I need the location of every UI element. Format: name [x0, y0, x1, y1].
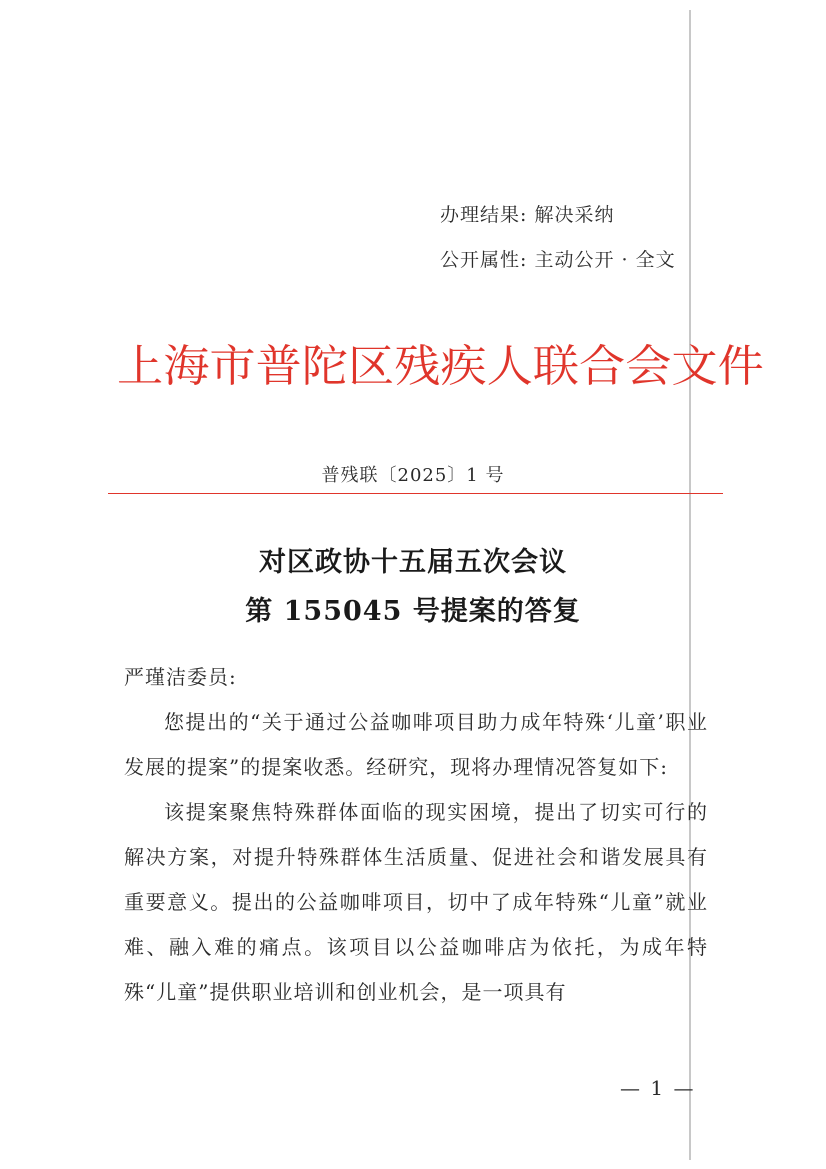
- document-title-line-2: 第 155045 号提案的答复: [245, 596, 581, 627]
- page-number: — 1 —: [620, 1076, 696, 1100]
- handling-result: [440, 200, 614, 227]
- disclosure-label: 公开属性:: [440, 249, 528, 271]
- handling-result-value: 解决采纳: [534, 204, 615, 226]
- body-paragraph-1: 您提出的“关于通过公益咖啡项目助力成年特殊‘儿童’职业发展的提案”的提案收悉。经研究，现将办理情况答复如下:: [124, 710, 708, 779]
- body-paragraph-2: 该提案聚焦特殊群体面临的现实困境，提出了切实可行的解决方案，对提升特殊群体生活质量、促进社会和谐发展具有重要意义。提出的公益咖啡项目，切中了成年特殊“儿童”就业难、融入难的痛点。该项目以公益咖啡店为依托，为成年特殊“儿童”提供职业培训和创业机会，是一项具有: [124, 800, 708, 1004]
- document-body: [124, 655, 708, 1015]
- salutation: 严瑾洁委员:: [124, 665, 237, 689]
- disclosure-attribute: [440, 245, 676, 272]
- disclosure-value: 主动公开 · 全文: [534, 249, 676, 271]
- masthead-red-rule: [108, 493, 723, 494]
- document-title-line-1: 对区政协十五届五次会议: [259, 547, 567, 578]
- document-masthead: 上海市普陀区残疾人联合会文件: [117, 341, 764, 392]
- document-number: 普残联〔2025〕1 号: [321, 465, 505, 486]
- handling-result-label: 办理结果:: [440, 204, 528, 226]
